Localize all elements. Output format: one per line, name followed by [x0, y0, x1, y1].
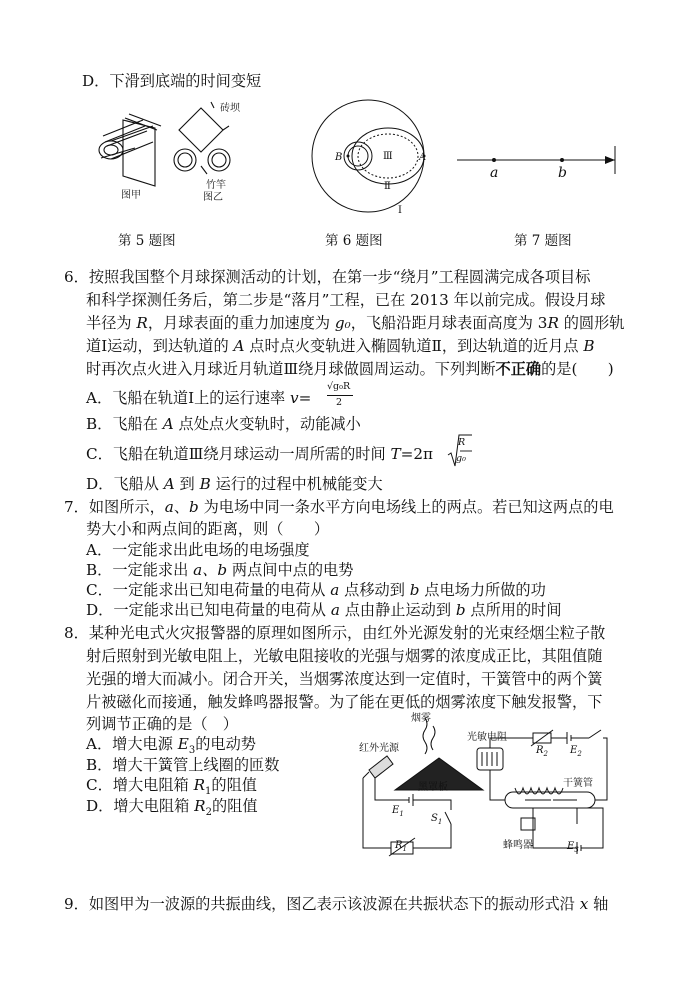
fig5-label-yi: 图乙 — [203, 192, 223, 203]
q6-line2: 和科学探测任务后，第二步是“落月”工程，已在 2013 年以前完成。假设月球 — [86, 291, 606, 309]
fig8-label-E2: $E_2$ — [570, 745, 582, 758]
fig6-label-III: Ⅲ — [383, 151, 393, 162]
fig8-label-R2: $R_2$ — [536, 745, 548, 758]
fig8-label-reed: 干簧管 — [563, 778, 593, 789]
q6-option-a-fraction-bar — [327, 395, 353, 396]
fig6-label-B: B — [335, 152, 343, 163]
q7-line1: 7．如图所示，a、b 为电场中同一条水平方向电场线上的两点。若已知这两点的电 — [64, 498, 614, 516]
fig8-label-black-cover: 黑罩板 — [418, 782, 448, 793]
q8-line2: 射后照射到光敏电阻上，光敏电阻接收的光强与烟雾的浓度成正比，其阻值随 — [86, 647, 603, 665]
q6-line3: 半径为 R，月球表面的重力加速度为 g₀，飞船沿距月球表面高度为 3R 的圆形轨 — [86, 314, 625, 332]
q5-option-d: D．下滑到底端的时间变短 — [82, 72, 262, 90]
q8-option-b: B．增大干簧管上线圈的匝数 — [86, 756, 280, 774]
fig8-label-smoke: 烟雾 — [411, 713, 431, 724]
q8-option-d: D．增大电阻箱 $R_2$的阻值 — [86, 797, 258, 819]
q7-option-a: A．一定能求出此电场的电场强度 — [86, 541, 310, 559]
fig6-label-A: A — [419, 152, 427, 163]
q6-option-b: B．飞船在 A 点处点火变轨时，动能减小 — [86, 415, 361, 433]
q6-option-a: A．飞船在轨道Ⅰ上的运行速率 v= — [86, 389, 312, 407]
fig7-label-b: b — [558, 165, 567, 181]
fig7-field-line — [455, 140, 630, 180]
fig5-label-jia: 图甲 — [121, 190, 141, 201]
q8-line3: 光强的增大而减小。闭合开关，当烟雾浓度达到一定值时，干簧管中的两个簧 — [86, 670, 603, 688]
fig6-caption: 第 6 题图 — [325, 233, 383, 249]
fig5-label-brick: 砖坝 — [220, 103, 240, 114]
q6-option-c-numerator: R — [458, 437, 466, 448]
q9-line1: 9．如图甲为一波源的共振曲线，图乙表示该波源在共振状态下的振动形式沿 x 轴 — [64, 895, 609, 913]
fig7-caption: 第 7 题图 — [514, 233, 572, 249]
q6-option-c-denominator: g₀ — [456, 453, 466, 464]
q8-option-c: C．增大电阻箱 $R_1$的阻值 — [86, 776, 257, 798]
q6-line1: 6．按照我国整个月球探测活动的计划，在第一步“绕月”工程圆满完成各项目标 — [64, 268, 591, 286]
fig8-label-E1: $E_1$ — [392, 805, 404, 818]
fig8-label-buzzer: 蜂鸣器 — [503, 840, 533, 851]
q6-option-a-numerator: √g₀R — [327, 381, 351, 392]
fig8-label-ir-source: 红外光源 — [359, 743, 399, 754]
q6-line4: 道Ⅰ运动，到达轨道的 A 点时点火变轨进入椭圆轨道Ⅱ，到达轨道的近月点 B — [86, 337, 595, 355]
fig6-label-I: Ⅰ — [398, 205, 402, 216]
fig5-caption: 第 5 题图 — [118, 233, 176, 249]
fig5-label-bamboo: 竹竿 — [206, 180, 226, 191]
fig8-label-E3: $E_3$ — [567, 841, 579, 854]
q7-option-b: B．一定能求出 a、b 两点间中点的电势 — [86, 561, 354, 579]
fig8-label-photoresistor: 光敏电阻 — [467, 732, 507, 743]
q6-option-d: D．飞船从 A 到 B 运行的过程中机械能变大 — [86, 475, 383, 493]
q8-option-a: A．增大电源 $E_3$的电动势 — [86, 735, 256, 757]
fig7-label-a: a — [490, 165, 499, 181]
fig6-label-II: Ⅱ — [384, 181, 391, 192]
q7-option-d: D．一定能求出已知电荷量的电荷从 a 点由静止运动到 b 点所用的时间 — [86, 601, 562, 619]
q6-option-a-denominator: 2 — [336, 397, 343, 408]
fig8-label-S1: $S_1$ — [431, 813, 443, 826]
q7-line2: 势大小和两点间的距离，则（ ） — [86, 520, 329, 538]
q7-option-c: C．一定能求出已知电荷量的电荷从 a 点移动到 b 点电场力所做的功 — [86, 581, 546, 599]
fig8-label-R1: $R_1$ — [395, 840, 407, 853]
q6-line5: 时再次点火进入月球近月轨道Ⅲ绕月球做圆周运动。下列判断不正确的是( ) — [86, 360, 614, 378]
q8-line5: 列调节正确的是（ ） — [86, 715, 238, 733]
q8-line4: 片被磁化而接通，触发蜂鸣器报警。为了能在更低的烟雾浓度下触发报警，下 — [86, 693, 603, 711]
q8-line1: 8．某种光电式火灾报警器的原理如图所示，由红外光源发射的光束经烟尘粒子散 — [64, 624, 606, 642]
q6-option-c: C．飞船在轨道Ⅲ绕月球运动一周所需的时间 T=2π — [86, 445, 433, 463]
